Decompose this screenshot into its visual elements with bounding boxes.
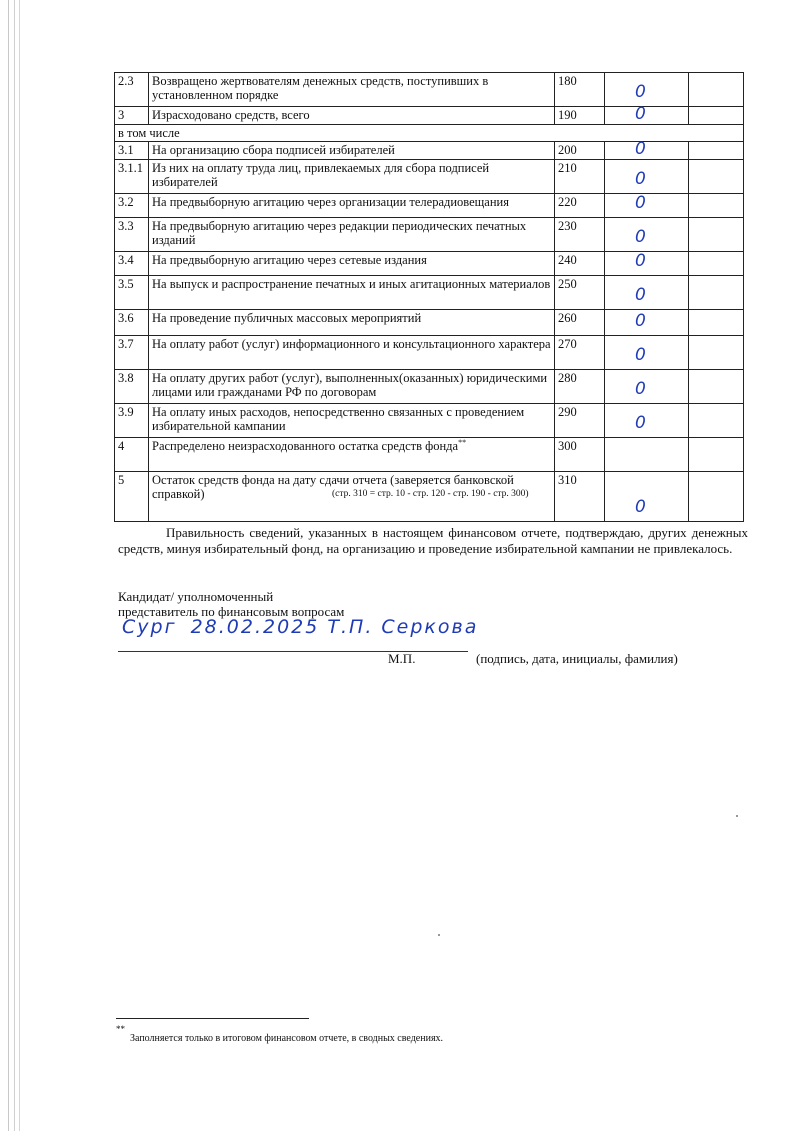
table-row: [115, 142, 744, 160]
row-code: 300: [555, 438, 605, 472]
signature-caption: (подпись, дата, инициалы, фамилия): [476, 651, 678, 666]
handwritten-value: 0: [635, 139, 646, 159]
row-empty-cell: [689, 404, 744, 438]
table-row: [115, 160, 744, 194]
row-name: [149, 160, 555, 194]
row-value-cell: [605, 404, 689, 438]
handwritten-value: 0: [635, 497, 646, 517]
table-row: [115, 252, 744, 276]
row-empty-cell: [689, 73, 744, 107]
table-row: [115, 73, 744, 107]
candidate-label: [118, 589, 344, 619]
table-row: [115, 404, 744, 438]
row-name-text: На оплату иных расходов, непосредственно связанных с проведением избирательной кампании: [152, 405, 525, 433]
row-name-text: На проведение публичных массовых мероприятий: [152, 311, 422, 325]
row-name-text: Израсходовано средств, всего: [152, 108, 310, 122]
binder-line: [14, 0, 15, 1131]
row-name: [149, 252, 555, 276]
candidate-label-line1: Кандидат/ уполномоченный: [118, 589, 274, 604]
row-name: [149, 194, 555, 218]
table-row: [115, 370, 744, 404]
row-name-text: На предвыборную агитацию через редакции периодических печатных изданий: [152, 219, 527, 247]
row-code: 270: [555, 336, 605, 370]
row-value-cell: [605, 73, 689, 107]
row-number: 5: [115, 472, 149, 522]
row-code: 310: [555, 472, 605, 522]
row-name-text: Из них на оплату труда лиц, привлекаемых для сбора подписей избирателей: [152, 161, 490, 189]
row-name: [149, 218, 555, 252]
footnote-separator: [116, 1018, 309, 1019]
handwritten-value: 0: [635, 379, 646, 399]
row-value-cell: [605, 438, 689, 472]
row-number: 3.1.1: [115, 160, 149, 194]
handwritten-signature: [122, 616, 478, 638]
row-empty-cell: [689, 252, 744, 276]
row-name: [149, 472, 555, 522]
row-code: 220: [555, 194, 605, 218]
signature-line: [118, 651, 468, 652]
row-code: 260: [555, 310, 605, 336]
table-row: [115, 125, 744, 142]
row-empty-cell: [689, 194, 744, 218]
row-value-cell: [605, 276, 689, 310]
row-name: [149, 73, 555, 107]
row-number: 3.6: [115, 310, 149, 336]
row-empty-cell: [689, 142, 744, 160]
row-name: [149, 276, 555, 310]
row-number: 3.4: [115, 252, 149, 276]
row-value-cell: [605, 310, 689, 336]
row-number: 3.5: [115, 276, 149, 310]
signature-date-name: 28.02.2025 Т.П. Серкова: [190, 616, 479, 638]
handwritten-value: 0: [635, 345, 646, 365]
row-value-cell: [605, 336, 689, 370]
row-name-text: На организацию сбора подписей избирателей: [152, 143, 395, 157]
scan-speck: [736, 815, 738, 817]
row-name-text: На оплату других работ (услуг), выполненных(оказанных) юридическими лицами или гражданами РФ по договорам: [152, 371, 548, 399]
row-code: 240: [555, 252, 605, 276]
handwritten-value: 0: [635, 251, 646, 271]
row-empty-cell: [689, 370, 744, 404]
row-code: 210: [555, 160, 605, 194]
row-name: [149, 107, 555, 125]
footnote-reference: **: [458, 437, 467, 447]
row-empty-cell: [689, 438, 744, 472]
row-subheader: в том числе: [115, 125, 744, 142]
row-empty-cell: [689, 218, 744, 252]
handwritten-value: 0: [635, 169, 646, 189]
handwritten-value: 0: [635, 227, 646, 247]
row-name-text: На оплату работ (услуг) информационного и консультационного характера: [152, 337, 551, 351]
row-value-cell: [605, 104, 689, 125]
table-row: [115, 310, 744, 336]
row-number: 3.9: [115, 404, 149, 438]
row-name-text: На выпуск и распространение печатных и иных агитационных материалов: [152, 277, 551, 291]
row-name: [149, 438, 555, 472]
certification-paragraph: Правильность сведений, указанных в настоящем финансовом отчете, подтверждаю, других денежных средств, минуя избирательный фонд, на организацию и проведение избирательной кампании не привлекалось.: [118, 525, 748, 556]
row-empty-cell: [689, 107, 744, 125]
row-number: 4: [115, 438, 149, 472]
row-name: [149, 370, 555, 404]
row-number: 3.3: [115, 218, 149, 252]
row-empty-cell: [689, 276, 744, 310]
footnote-text: Заполняется только в итоговом финансовом отчете, в сводных сведениях.: [130, 1033, 444, 1044]
scan-speck: [438, 934, 440, 936]
signature-scribble: Сург: [122, 616, 177, 638]
handwritten-value: 0: [635, 413, 646, 433]
row-code: 290: [555, 404, 605, 438]
table-row: [115, 194, 744, 218]
row-value-cell: [605, 370, 689, 404]
table-row: [115, 438, 744, 472]
table-row: [115, 276, 744, 310]
handwritten-value: 0: [635, 104, 646, 124]
row-value-cell: [605, 139, 689, 160]
handwritten-value: 0: [635, 311, 646, 331]
handwritten-value: 0: [635, 285, 646, 305]
table-row: [115, 336, 744, 370]
row-code: 250: [555, 276, 605, 310]
row-number: 3.7: [115, 336, 149, 370]
row-value-cell: [605, 472, 689, 522]
row-value-cell: [605, 194, 689, 218]
row-name-text: На предвыборную агитацию через сетевые издания: [152, 253, 427, 267]
row-code: 200: [555, 142, 605, 160]
row-number: 3.1: [115, 142, 149, 160]
row-name-text: Остаток средств фонда на дату сдачи отчета (заверяется банковской справкой): [152, 473, 514, 501]
row-number: 2.3: [115, 73, 149, 107]
row-formula: (стр. 310 = стр. 10 - стр. 120 - стр. 190 - стр. 300): [332, 489, 529, 499]
row-name-text: Распределено неизрасходованного остатка средств фонда: [152, 439, 459, 453]
candidate-label-line2: представитель по финансовым вопросам: [118, 604, 345, 619]
table-row: [115, 218, 744, 252]
row-number: 3.2: [115, 194, 149, 218]
row-empty-cell: [689, 472, 744, 522]
row-empty-cell: [689, 310, 744, 336]
handwritten-value: 0: [635, 193, 646, 213]
row-value-cell: [605, 252, 689, 276]
row-name-text: Возвращено жертвователям денежных средств, поступивших в установленном порядке: [152, 74, 489, 102]
handwritten-value: 0: [635, 82, 646, 102]
mp-label: М.П.: [388, 651, 416, 666]
row-name-text: На предвыборную агитацию через организации телерадиовещания: [152, 195, 509, 209]
row-code: 230: [555, 218, 605, 252]
row-name: [149, 310, 555, 336]
row-number: 3: [115, 107, 149, 125]
row-name: [149, 142, 555, 160]
row-empty-cell: [689, 160, 744, 194]
row-name: [149, 404, 555, 438]
footnote-mark: **: [116, 1024, 125, 1034]
financial-report-table: [114, 72, 744, 522]
row-number: 3.8: [115, 370, 149, 404]
row-name: [149, 336, 555, 370]
row-code: 280: [555, 370, 605, 404]
table-row: [115, 107, 744, 125]
row-value-cell: [605, 160, 689, 194]
row-code: 190: [555, 107, 605, 125]
row-empty-cell: [689, 336, 744, 370]
row-value-cell: [605, 218, 689, 252]
row-code: 180: [555, 73, 605, 107]
table-row: [115, 472, 744, 522]
